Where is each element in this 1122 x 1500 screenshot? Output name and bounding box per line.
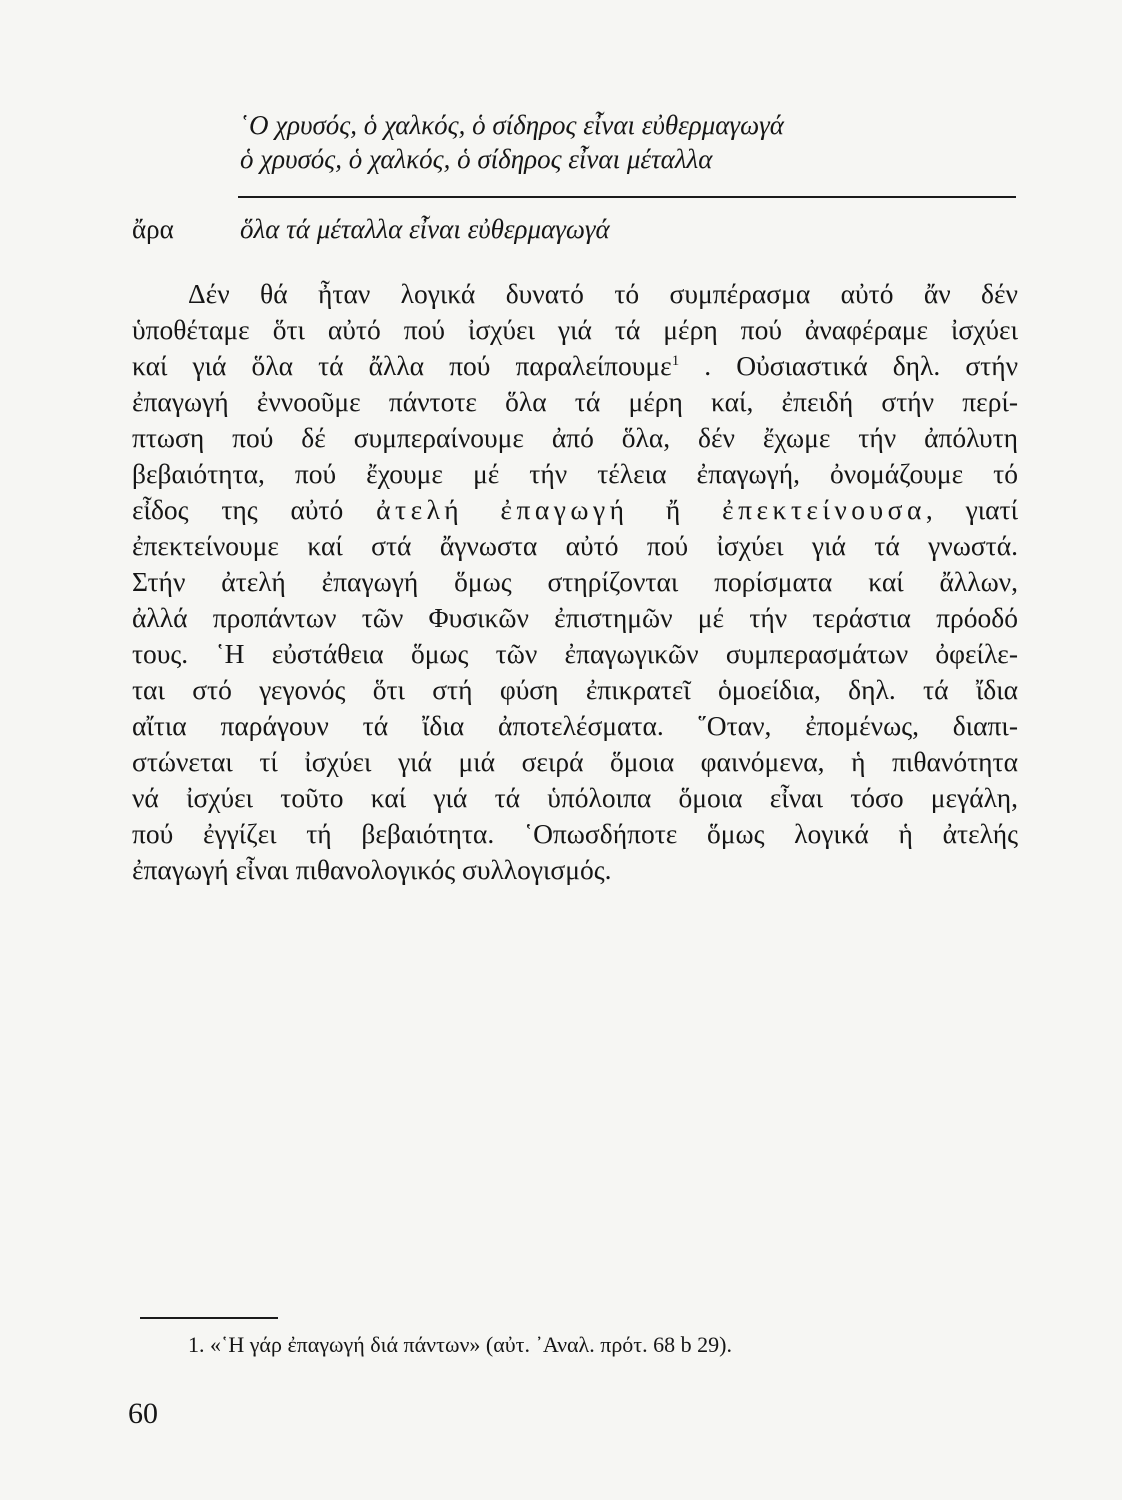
syllogism-rule xyxy=(238,196,1016,198)
body-line: τους. ῾Η εὐστάθεια ὅμως τῶν ἐπαγωγικῶν συμπερασμάτων ὀφείλε- xyxy=(132,638,1018,669)
footnote-ref[interactable]: 1 xyxy=(671,352,680,369)
body-line: βεβαιότητα, πού ἔχουμε μέ τήν τέλεια ἐπαγωγή, ὀνομάζουμε τό xyxy=(132,458,1018,489)
body-line: ἐπαγωγή εἶναι πιθανολογικός συλλογισμός. xyxy=(132,854,612,885)
body-line: στώνεται τί ἰσχύει γιά μιά σειρά ὅμοια φαινόμενα, ἡ πιθανότητα xyxy=(132,746,1018,777)
body-line: νά ἰσχύει τοῦτο καί γιά τά ὑπόλοιπα ὅμοια εἶναι τόσο μεγάλη, xyxy=(132,782,1018,813)
body-line-text: . Οὐσιαστικά δηλ. στήν xyxy=(704,350,1019,381)
body-line: Στήν ἀτελή ἐπαγωγή ὅμως στηρίζονται πορίσματα καί ἄλλων, xyxy=(132,566,1018,597)
body-line: ἐπεκτείνουμε καί στά ἄγνωστα αὐτό πού ἰσχύει γιά τά γνωστά. xyxy=(132,530,1018,561)
syllogism-premise-2: ὁ χρυσός, ὁ χαλκός, ὁ σίδηρος εἶναι μέταλλα xyxy=(240,144,713,174)
syllogism-conclusion-marker: ἄρα xyxy=(132,214,174,244)
body-line: ται στό γεγονός ὅτι στή φύση ἐπικρατεῖ ὁμοείδια, δηλ. τά ἴδια xyxy=(132,674,1018,705)
footnote-rule xyxy=(140,1317,278,1319)
syllogism-premise-1: ῾Ο χρυσός, ὁ χαλκός, ὁ σίδηρος εἶναι εὐθερμαγωγά xyxy=(240,110,784,140)
body-line: ἐπαγωγή ἐννοοῦμε πάντοτε ὅλα τά μέρη καί, ἐπειδή στήν περί- xyxy=(132,386,1018,417)
spaced-emphasis: ἀτελή ἐπαγωγή ἤ ἐπεκτείνουσα xyxy=(376,494,926,525)
body-line xyxy=(132,492,1018,528)
body-line-text: καί γιά ὅλα τά ἄλλα πού παραλείπουμε xyxy=(132,350,672,381)
body-line: πτωση πού δέ συμπεραίνουμε ἀπό ὅλα, δέν ἔχωμε τήν ἀπόλυτη xyxy=(132,422,1018,453)
body-line: ὑποθέταμε ὅτι αὐτό πού ἰσχύει γιά τά μέρη πού ἀναφέραμε ἰσχύει xyxy=(132,314,1018,345)
body-line: αἴτια παράγουν τά ἴδια ἀποτελέσματα. ῞Οταν, ἐπομένως, διαπι- xyxy=(132,710,1018,741)
syllogism-conclusion: ὅλα τά μέταλλα εἶναι εὐθερμαγωγά xyxy=(240,214,610,244)
page-number: 60 xyxy=(128,1397,158,1430)
body-line xyxy=(132,348,1018,384)
body-line: πού ἐγγίζει τή βεβαιότητα. ῾Οπωσδήποτε ὅμως λογικά ἡ ἀτελής xyxy=(132,818,1018,849)
footnote: 1. «῾Η γάρ ἐπαγωγή διά πάντων» (αὐτ. ᾿Αναλ. πρότ. 68 b 29). xyxy=(188,1332,732,1357)
body-line: Δέν θά ἦταν λογικά δυνατό τό συμπέρασμα αὐτό ἄν δέν xyxy=(188,278,1018,309)
body-line-text: , γιατί xyxy=(925,494,1018,525)
body-line: ἀλλά προπάντων τῶν Φυσικῶν ἐπιστημῶν μέ τήν τεράστια πρόοδό xyxy=(132,602,1018,633)
body-line-text: εἶδος της αὐτό xyxy=(132,494,344,525)
